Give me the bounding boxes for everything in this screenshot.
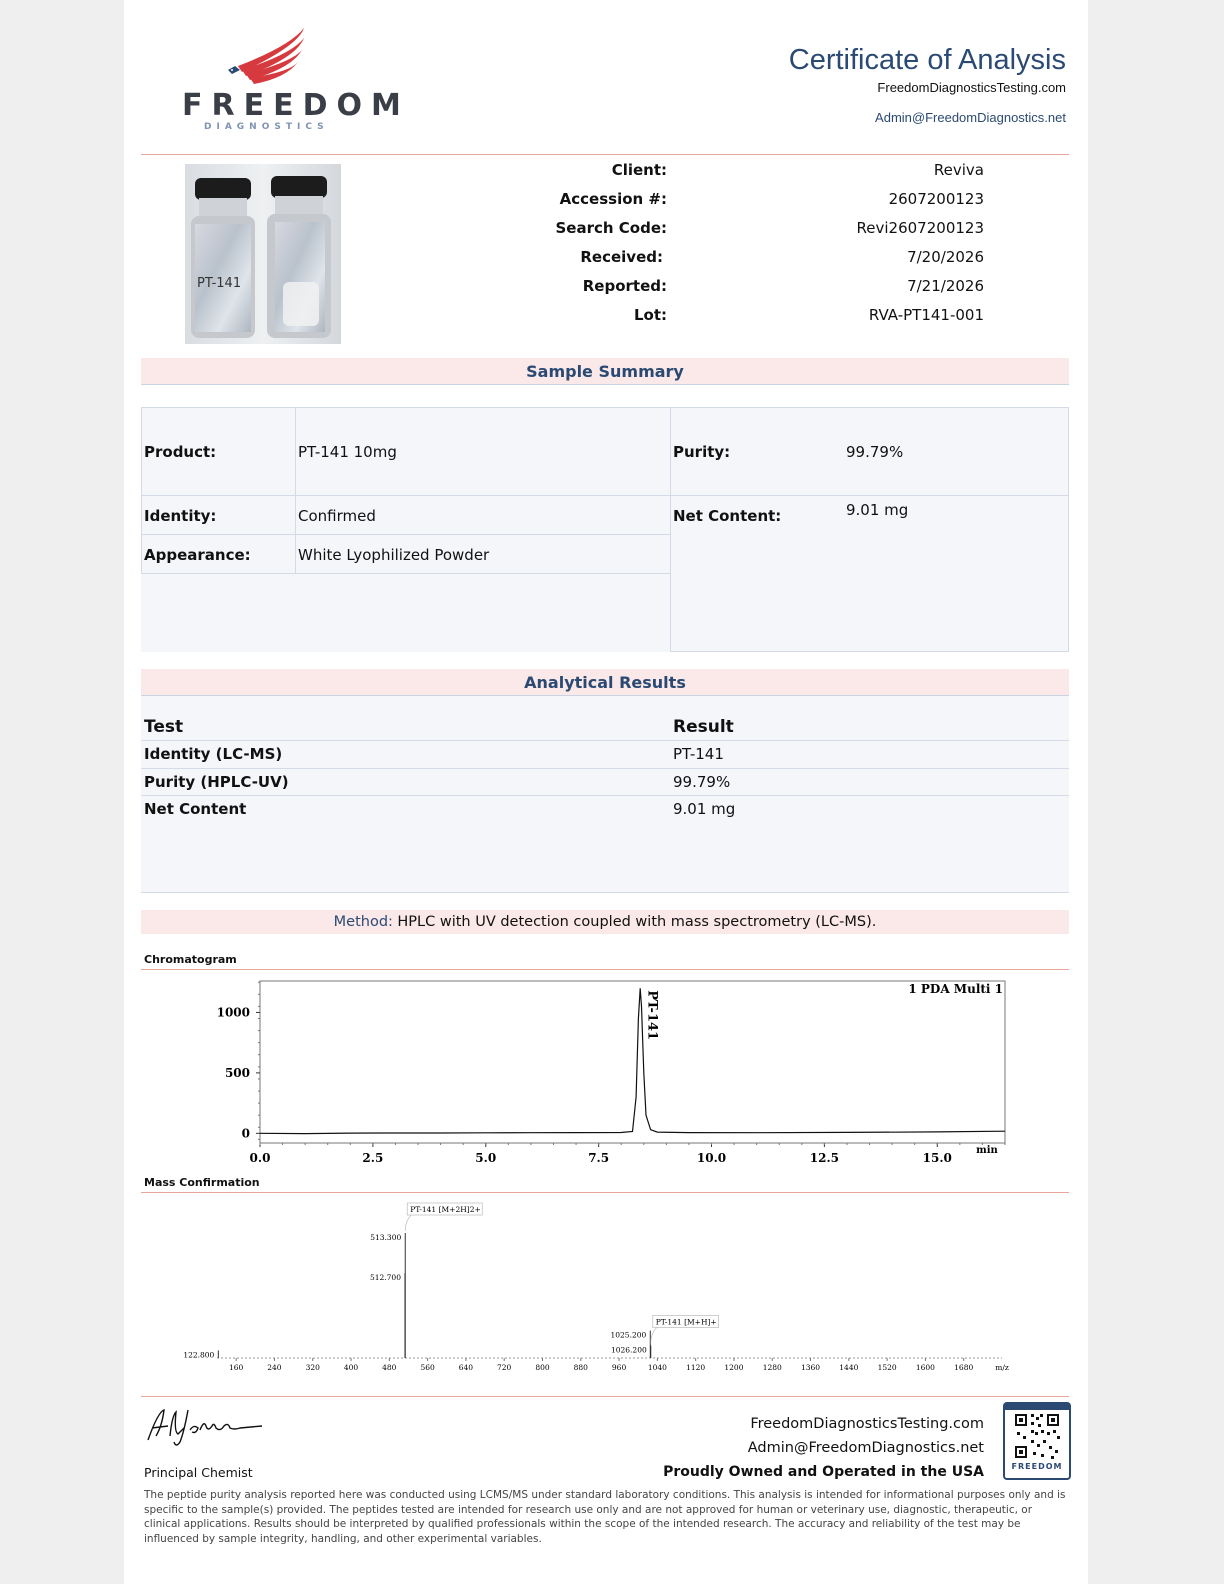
analytical-results-header: [141, 669, 1069, 696]
x-tick-label: 1360: [800, 1363, 821, 1372]
x-tick-label: 1680: [954, 1363, 974, 1372]
info-row-lot: [454, 303, 994, 332]
info-label: Client:: [611, 161, 667, 179]
x-tick-label: 7.5: [588, 1151, 610, 1165]
vial-photo: [185, 164, 341, 344]
x-tick-label: 0.0: [249, 1151, 271, 1165]
info-table: [454, 158, 994, 334]
header-website[interactable]: FreedomDiagnosticsTesting.com: [877, 80, 1066, 95]
chemist-role: Principal Chemist: [144, 1465, 253, 1480]
mass-peak-label: 122.800: [183, 1350, 215, 1360]
x-tick-label: 12.5: [809, 1151, 840, 1165]
x-axis-unit: min: [976, 1145, 998, 1156]
x-tick-label: 1600: [915, 1363, 935, 1372]
vial-label-text: PT-141: [197, 276, 242, 291]
peak-label: PT-141: [644, 990, 660, 1041]
info-label: Search Code:: [555, 219, 667, 237]
flag-wing-logo-icon: [180, 26, 360, 86]
qr-caption: FREEDOM: [1011, 1462, 1063, 1471]
x-tick-label: 960: [611, 1363, 627, 1372]
footer-tagline: Proudly Owned and Operated in the USA: [663, 1464, 984, 1480]
info-row-search-code: [454, 216, 994, 245]
x-tick-label: 5.0: [475, 1151, 497, 1165]
y-tick-label: 1000: [216, 1005, 250, 1020]
qr-code[interactable]: [1003, 1402, 1071, 1480]
net-content-value: 9.01 mg: [846, 501, 909, 519]
info-value: Reviva: [933, 161, 984, 179]
result-test: Identity (LC-MS): [144, 745, 283, 763]
mass-confirmation-title: Mass Confirmation: [144, 1176, 260, 1189]
result-value: 9.01 mg: [673, 800, 736, 818]
chromatogram-chart: [141, 970, 1069, 1170]
company-logo: [180, 26, 410, 136]
method-text: HPLC with UV detection coupled with mass spectrometry (LC-MS).: [397, 914, 877, 930]
method-label: Method:: [333, 914, 393, 930]
y-tick-label: 500: [224, 1065, 250, 1080]
x-tick-label: 1120: [686, 1363, 706, 1372]
info-row-reported: [454, 274, 994, 303]
footer-website[interactable]: FreedomDiagnosticsTesting.com: [750, 1416, 984, 1432]
plot-frame: [260, 981, 1005, 1143]
header-email[interactable]: Admin@FreedomDiagnostics.net: [875, 110, 1066, 125]
x-tick-label: 1440: [839, 1363, 859, 1372]
purity-label: Purity:: [673, 443, 731, 461]
purity-value: 99.79%: [846, 443, 904, 461]
qr-code-icon: [1005, 1404, 1069, 1462]
info-label: Received:: [580, 248, 663, 266]
x-tick-label: 1280: [762, 1363, 782, 1372]
appearance-value: White Lyophilized Powder: [298, 546, 490, 564]
legend-label: 1 PDA Multi 1: [908, 982, 1003, 996]
chromatogram-trace: [260, 988, 1005, 1133]
result-row: [141, 796, 1069, 822]
info-value: 7/20/2026: [907, 248, 984, 266]
chromatogram-title: Chromatogram: [144, 953, 237, 966]
x-tick-label: 240: [267, 1363, 282, 1372]
result-value: 99.79%: [673, 773, 731, 791]
info-row-client: [454, 158, 994, 187]
info-label: Lot:: [633, 306, 667, 324]
sample-summary-header: [141, 358, 1069, 385]
x-tick-label: 800: [535, 1363, 550, 1372]
x-tick-label: 640: [458, 1363, 474, 1372]
method-bar: [141, 910, 1069, 934]
annotation-leader: [405, 1215, 411, 1231]
info-value: RVA-PT141-001: [868, 306, 984, 324]
logo-brand-text: FREEDOM: [182, 88, 410, 123]
info-value: 7/21/2026: [907, 277, 984, 295]
x-tick-label: 15.0: [922, 1151, 952, 1165]
info-value: Revi2607200123: [856, 219, 984, 237]
product-label: Product:: [144, 443, 217, 461]
annotation-text: PT-141 [M+H]+: [655, 1317, 717, 1327]
section-title: Sample Summary: [526, 362, 684, 381]
certificate-page: [124, 0, 1088, 1584]
mass-peak-label: 1025.200: [610, 1330, 647, 1340]
results-header-row: [141, 712, 1069, 741]
section-title: Analytical Results: [524, 673, 686, 692]
x-tick-label: 1520: [877, 1363, 897, 1372]
info-value: 2607200123: [888, 190, 984, 208]
x-tick-label: 160: [228, 1363, 244, 1372]
result-value: PT-141: [673, 745, 724, 763]
x-tick-label: 320: [305, 1363, 320, 1372]
appearance-label: Appearance:: [144, 546, 251, 564]
sample-summary-panel: [141, 407, 1069, 652]
product-value: PT-141 10mg: [298, 443, 397, 461]
header-divider: [141, 154, 1069, 155]
annotation-leader: [651, 1328, 657, 1344]
x-axis-unit: m/z: [995, 1363, 1009, 1372]
result-test: Purity (HPLC-UV): [144, 773, 289, 791]
mass-peak-label: 513.300: [370, 1233, 402, 1242]
mass-peak-label: 1026.200: [610, 1345, 647, 1355]
signature: [144, 1402, 266, 1450]
x-tick-label: 400: [343, 1363, 359, 1372]
info-label: Reported:: [582, 277, 667, 295]
x-tick-label: 1040: [647, 1363, 667, 1372]
mass-spectrum-chart: [141, 1193, 1069, 1383]
x-tick-label: 1200: [724, 1363, 744, 1372]
x-tick-label: 480: [382, 1363, 397, 1372]
result-row: [141, 741, 1069, 769]
logo-sub-text: DIAGNOSTICS: [204, 122, 329, 132]
result-test: Net Content: [144, 800, 247, 818]
identity-value: Confirmed: [298, 507, 376, 525]
mass-peak-label: 512.700: [369, 1273, 401, 1282]
x-tick-label: 720: [497, 1363, 512, 1372]
signature-icon: [144, 1402, 266, 1450]
disclaimer-text: The peptide purity analysis reported here was conducted using LCMS/MS under standard laboratory conditions. This analysis is intended for informational purposes only and is specific to the sample(s) provided. The peptides tested are intended for research use only and are not approved for human or veterinary use, diagnostic, therapeutic, or clinical applications. Results should be interpreted by qualified professionals within the scope of the intended research. The accuracy and reliability of the test may be influenced by sample integrity, handling, and other experimental variables.: [144, 1489, 1066, 1545]
col-result-header: Result: [673, 717, 734, 737]
result-row: [141, 769, 1069, 796]
y-tick-label: 0: [241, 1126, 250, 1141]
x-tick-label: 2.5: [362, 1151, 384, 1165]
info-label: Accession #:: [559, 190, 667, 208]
net-content-label: Net Content:: [673, 507, 782, 525]
x-tick-label: 560: [420, 1363, 435, 1372]
info-row-received: [454, 245, 994, 274]
annotation-text: PT-141 [M+2H]2+: [410, 1205, 481, 1214]
document-title: Certificate of Analysis: [788, 44, 1066, 76]
col-test-header: Test: [144, 717, 184, 737]
x-tick-label: 10.0: [696, 1151, 727, 1165]
footer-email[interactable]: Admin@FreedomDiagnostics.net: [747, 1440, 984, 1456]
x-tick-label: 880: [573, 1363, 588, 1372]
identity-label: Identity:: [144, 507, 217, 525]
info-row-accession: [454, 187, 994, 216]
footer-divider: [141, 1396, 1069, 1397]
